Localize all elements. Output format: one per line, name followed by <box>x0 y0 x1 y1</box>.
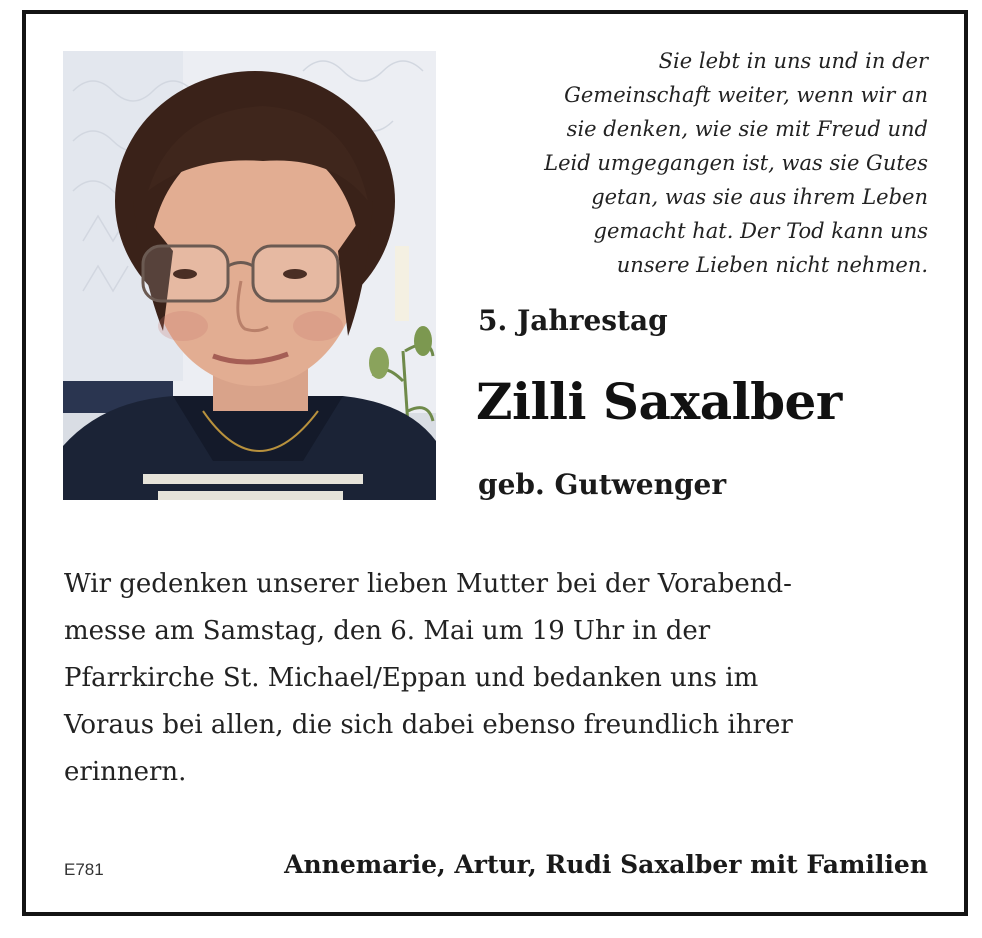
quote-line: getan, was sie aus ihrem Leben <box>591 185 928 209</box>
portrait-photo <box>63 51 436 500</box>
anniversary-heading: 5. Jahrestag <box>478 304 668 337</box>
quote-line: sie denken, wie sie mit Freud und <box>566 117 928 141</box>
message-line: erinnern. <box>64 757 187 787</box>
memorial-quote <box>458 44 928 282</box>
quote-line: Leid umgegangen ist, was sie Gutes <box>544 151 928 175</box>
leaf <box>369 347 389 379</box>
family-signature: Annemarie, Artur, Rudi Saxalber mit Familien <box>284 850 928 879</box>
eye-left <box>173 269 197 279</box>
cheek-right <box>293 311 343 341</box>
leaf <box>414 326 432 356</box>
notice-code: E781 <box>64 860 104 879</box>
memorial-message <box>64 561 924 796</box>
eye-right <box>283 269 307 279</box>
quote-line: unsere Lieben nicht nehmen. <box>616 253 928 277</box>
cheek-left <box>158 311 208 341</box>
message-line: Pfarrkirche St. Michael/Eppan und bedanken uns im <box>64 663 759 693</box>
message-line: messe am Samstag, den 6. Mai um 19 Uhr in der <box>64 616 711 646</box>
message-line: Voraus bei allen, die sich dabei ebenso freundlich ihrer <box>64 710 793 740</box>
candle <box>395 246 409 321</box>
quote-line: Sie lebt in uns und in der <box>658 49 928 73</box>
quote-line: Gemeinschaft weiter, wenn wir an <box>564 83 928 107</box>
message-line: Wir gedenken unserer lieben Mutter bei der Vorabend- <box>64 569 792 599</box>
quote-line: gemacht hat. Der Tod kann uns <box>593 219 928 243</box>
deceased-name: Zilli Saxalber <box>476 372 842 431</box>
portrait-illustration <box>63 51 436 500</box>
maiden-name: geb. Gutwenger <box>478 468 727 501</box>
